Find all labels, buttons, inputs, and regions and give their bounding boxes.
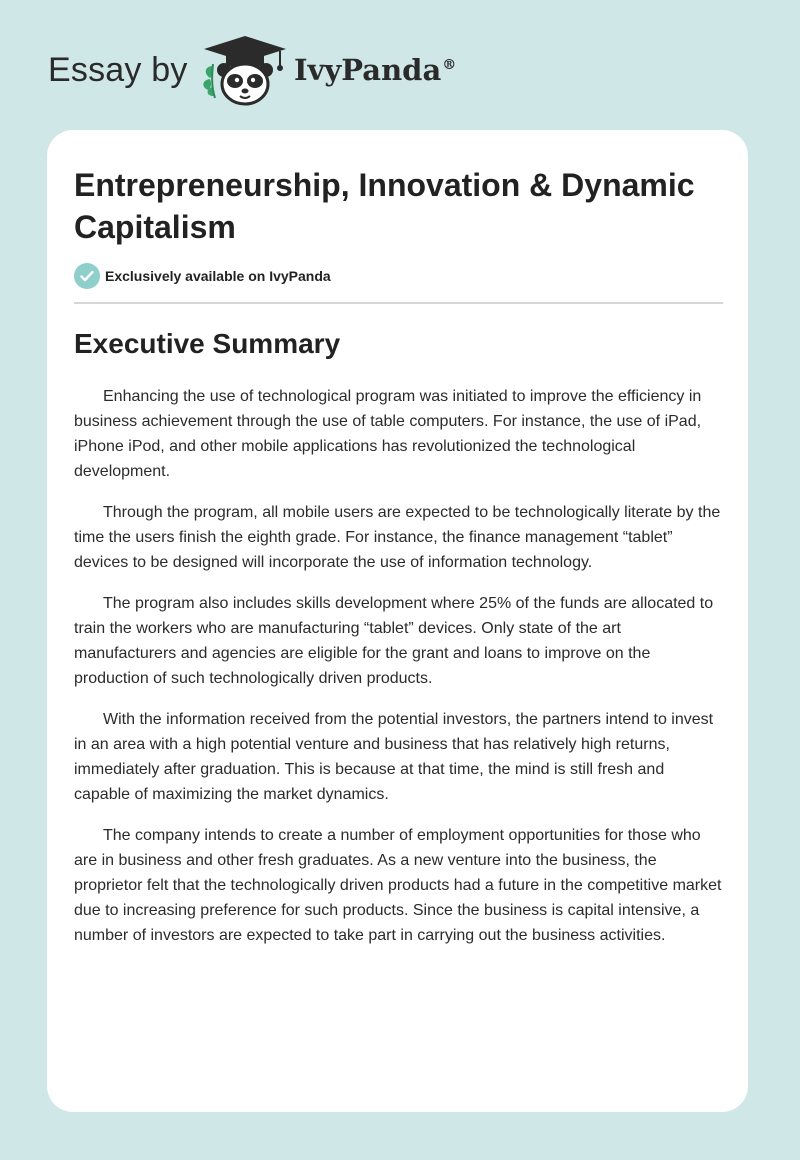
title-divider <box>74 302 723 304</box>
brand-name-text: IvyPanda <box>294 53 442 87</box>
paragraph: Through the program, all mobile users are expected to be technologically literate by the time the users finish the eighth grade. For instance, the finance management “tablet” devices to be designed will incorporate the use of information technology. <box>74 504 721 571</box>
exclusive-badge-row <box>74 263 331 289</box>
brand-prefix: Essay by <box>48 51 188 89</box>
registered-mark: ® <box>442 57 457 74</box>
paragraph: The company intends to create a number of employment opportunities for those who are in business and other fresh graduates. As a new venture into the business, the proprietor felt that the technologically driven products had a future in the competitive market due to increasing preference for such products. Since the business is capital intensive, a number of investors are expected to take part in carrying out the business activities. <box>74 827 722 944</box>
paragraph: With the information received from the potential investors, the partners intend to invest in an area with a high potential venture and business that has relatively high returns, immediately after graduation. This is because at that time, the mind is still fresh and capable of maximizing the market dynamics. <box>74 711 714 803</box>
section-heading: Executive Summary <box>74 328 341 359</box>
brand-name <box>294 53 456 87</box>
brand-header[interactable] <box>48 34 468 108</box>
paragraph: The program also includes skills development where 25% of the funds are allocated to train the workers who are manufacturing “tablet” devices. Only state of the art manufacturers and agencies are eligible for the grant and loans to improve on the production of such technologically driven products. <box>74 595 714 687</box>
essay-card <box>47 130 748 1112</box>
paragraph: Enhancing the use of technological program was initiated to improve the efficiency in business achievement through the use of table computers. For instance, the use of iPad, iPhone iPod, and other mobile applications has revolutionized the technological development. <box>74 388 702 480</box>
panda-logo-icon <box>200 34 290 108</box>
essay-body <box>74 384 724 964</box>
checkmark-icon <box>80 270 94 282</box>
essay-title: Entrepreneurship, Innovation & Dynamic Capitalism <box>74 167 695 245</box>
exclusive-label: Exclusively available on IvyPanda <box>105 268 331 284</box>
check-circle-icon <box>74 263 100 289</box>
